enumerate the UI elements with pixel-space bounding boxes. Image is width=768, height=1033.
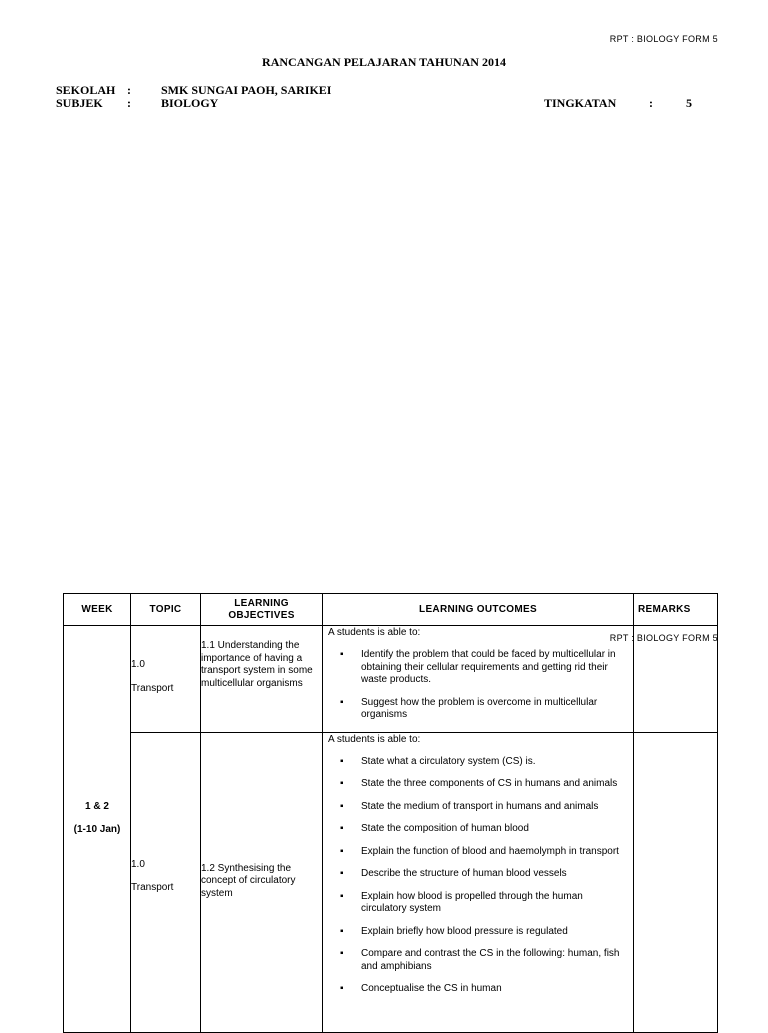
page-header-inline: RPT : BIOLOGY FORM 5	[609, 633, 718, 643]
outcomes-list	[323, 649, 633, 722]
outcomes-lead: A students is able to:	[328, 733, 421, 745]
topic-cell	[131, 626, 201, 733]
table-row	[64, 732, 718, 1032]
sekolah-value: SMK SUNGAI PAOH, SARIKEI	[161, 83, 332, 97]
table-header-row	[64, 594, 718, 626]
learning-objectives-header	[201, 594, 323, 626]
week-header: WEEK	[64, 594, 131, 626]
tingkatan-value: 5	[686, 96, 692, 110]
objective-cell	[201, 626, 323, 733]
list-item: ▪ State the medium of transport in humans and animals	[361, 801, 633, 814]
list-item: ▪ Conceptualise the CS in human	[361, 983, 633, 996]
objective-text: 1.1 Understanding the importance of having a transport system in some multicellular organisms	[201, 640, 313, 689]
week-number: 1 & 2	[85, 801, 109, 812]
outcomes-list	[323, 756, 633, 996]
outcomes-cell	[323, 732, 634, 1032]
subjek-label: SUBJEK	[56, 96, 103, 110]
document-title: RANCANGAN PELAJARAN TAHUNAN 2014	[262, 55, 506, 69]
list-item: ▪ Suggest how the problem is overcome in multicellular organisms	[361, 697, 633, 722]
sekolah-colon: :	[127, 83, 131, 97]
remarks-cell	[634, 732, 718, 1032]
lesson-plan-table	[63, 593, 718, 1033]
list-item: ▪ Explain how blood is propelled through the human circulatory system	[361, 891, 633, 916]
learning-objectives-header-line2: OBJECTIVES	[228, 609, 295, 621]
outcomes-cell	[323, 626, 634, 733]
list-item: ▪ Compare and contrast the CS in the following: human, fish and amphibians	[361, 948, 633, 973]
page-header-label: RPT : BIOLOGY FORM 5	[609, 34, 718, 44]
tingkatan-colon: :	[649, 96, 653, 110]
learning-outcomes-header: LEARNING OUTCOMES	[323, 594, 634, 626]
list-item: ▪ State what a circulatory system (CS) is.	[361, 756, 633, 769]
list-item: ▪ Describe the structure of human blood vessels	[361, 868, 633, 881]
list-item: ▪ State the three components of CS in humans and animals	[361, 778, 633, 791]
topic-code: 1.0	[131, 858, 145, 870]
topic-cell	[131, 732, 201, 1032]
list-item: ▪ Explain the function of blood and haemolymph in transport	[361, 846, 633, 859]
topic-code: 1.0	[131, 659, 145, 670]
sekolah-label: SEKOLAH	[56, 83, 116, 97]
week-dates: (1-10 Jan)	[73, 824, 121, 835]
outcomes-lead: A students is able to:	[328, 627, 421, 638]
topic-header: TOPIC	[131, 594, 201, 626]
tingkatan-label: TINGKATAN	[544, 96, 617, 110]
objective-text: 1.2 Synthesising the concept of circulatory system	[201, 862, 296, 899]
topic-name: Transport	[131, 682, 174, 694]
list-item: ▪ Identify the problem that could be faced by multicellular in obtaining their cellular requirements and getting rid their waste products.	[361, 649, 633, 687]
topic-name: Transport	[131, 882, 174, 893]
week-cell	[64, 626, 131, 1033]
remarks-header: REMARKS	[634, 594, 718, 626]
list-item: ▪ State the composition of human blood	[361, 823, 633, 836]
subjek-value: BIOLOGY	[161, 96, 219, 110]
learning-objectives-header-line1: LEARNING	[234, 597, 289, 609]
objective-cell	[201, 732, 323, 1032]
list-item: ▪ Explain briefly how blood pressure is regulated	[361, 926, 633, 939]
subjek-colon: :	[127, 96, 131, 110]
